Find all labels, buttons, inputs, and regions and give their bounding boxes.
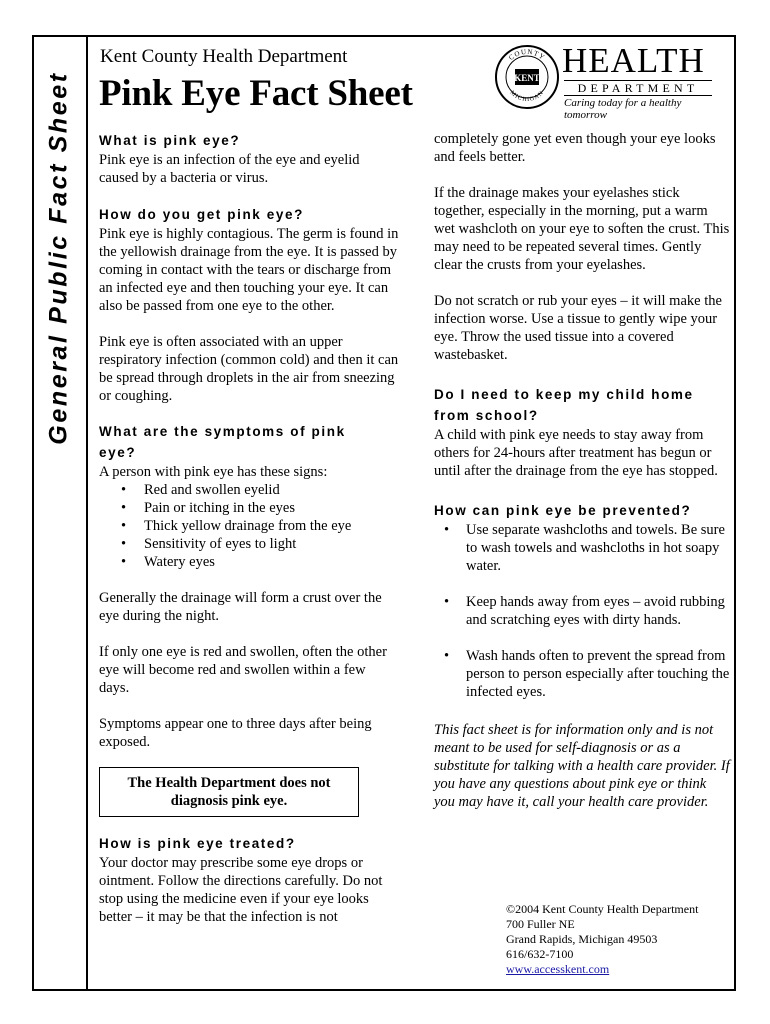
seal-bottom-text: MICHIGAN xyxy=(508,89,546,104)
phone-number: 616/632-7100 xyxy=(506,947,574,961)
list-item: • Use separate washcloths and towels. Be sure to wash towels and washcloths in hot soapy water. xyxy=(434,521,730,575)
section-heading-what: What is pink eye? xyxy=(99,133,241,148)
right-column xyxy=(434,130,730,811)
left-column xyxy=(99,130,399,926)
paragraph: If only one eye is red and swollen, often the other eye will become red and swollen within a few days. xyxy=(99,644,387,696)
sidebar-title: General Public Fact Sheet xyxy=(44,71,73,445)
logo-tagline: Caring today for a healthy tomorrow xyxy=(564,97,682,121)
paragraph: If the drainage makes your eyelashes stick together, especially in the morning, put a warm wet washcloth on your eye to soften the crust. This may need to be repeated several times. Gently clear the crusts from your eyelashes. xyxy=(434,185,730,273)
paragraph: Generally the drainage will form a crust over the eye during the night. xyxy=(99,590,382,624)
address-line: 700 Fuller NE xyxy=(506,917,575,931)
symptom-list xyxy=(99,481,399,571)
list-item: • Red and swollen eyelid xyxy=(99,481,399,499)
callout-box: The Health Department does not diagnosis pink eye. xyxy=(99,767,359,817)
logo-wordmark: HEALTH xyxy=(562,41,705,80)
list-item: • Pain or itching in the eyes xyxy=(99,499,399,517)
paragraph: Pink eye is often associated with an upper respiratory infection (common cold) and then it can be spread through droplets in the air from sneezing or coughing. xyxy=(99,334,399,404)
section-heading-school: Do I need to keep my child home from school? xyxy=(434,387,694,423)
page-title: Pink Eye Fact Sheet xyxy=(99,73,413,114)
list-item: • Wash hands often to prevent the spread from person to person especially after touching the infected eyes. xyxy=(434,647,730,701)
logo-department: DEPARTMENT xyxy=(564,80,712,96)
seal-center-text: KENT xyxy=(514,73,540,83)
health-department-logo xyxy=(494,41,714,121)
paragraph: Symptoms appear one to three days after being exposed. xyxy=(99,716,372,750)
paragraph: Pink eye is an infection of the eye and eyelid caused by a bacteria or virus. xyxy=(99,152,360,186)
paragraph: completely gone yet even though your eye looks and feels better. xyxy=(434,131,716,165)
department-name: Kent County Health Department xyxy=(100,46,348,67)
address-line: Grand Rapids, Michigan 49503 xyxy=(506,932,658,946)
county-seal-icon xyxy=(494,44,560,110)
footer-contact xyxy=(506,902,698,977)
section-heading-get: How do you get pink eye? xyxy=(99,207,304,222)
prevention-list xyxy=(434,521,730,701)
list-item: • Sensitivity of eyes to light xyxy=(99,535,399,553)
disclaimer: This fact sheet is for information only and is not meant to be used for self-diagnosis or as a substitute for talking with a health care provider. If you have any questions about pink eye or think you may have it, call your health care provider. xyxy=(434,722,730,810)
paragraph: Your doctor may prescribe some eye drops or ointment. Follow the directions carefully. Do not stop using the medicine even if your eye looks better – it may be that the infection is not xyxy=(99,855,383,925)
paragraph: Pink eye is highly contagious. The germ is found in the yellowish drainage from the eye. It is passed by coming in contact with the tears or discharge from an infected eye and then touching your eye. It can also be passed from one eye to the other. xyxy=(99,226,399,314)
website-link[interactable]: www.accesskent.com xyxy=(506,962,610,976)
list-item: • Thick yellow drainage from the eye xyxy=(99,517,399,535)
copyright: ©2004 Kent County Health Department xyxy=(506,902,699,916)
sidebar-divider xyxy=(86,35,88,991)
section-heading-symptoms: What are the symptoms of pink eye? xyxy=(99,424,346,460)
list-item: • Keep hands away from eyes – avoid rubbing and scratching eyes with dirty hands. xyxy=(434,593,730,629)
paragraph: Do not scratch or rub your eyes – it will make the infection worse. Use a tissue to gently wipe your eye. Throw the used tissue into a covered wastebasket. xyxy=(434,293,722,363)
paragraph: A person with pink eye has these signs: xyxy=(99,464,328,480)
section-heading-prevent: How can pink eye be prevented? xyxy=(434,503,692,518)
paragraph: A child with pink eye needs to stay away from others for 24-hours after treatment has begun or until after the drainage from the eye has stopped. xyxy=(434,427,718,479)
list-item: • Watery eyes xyxy=(99,553,399,571)
seal-top-text: COUNTY xyxy=(507,47,547,62)
section-heading-treated: How is pink eye treated? xyxy=(99,836,296,851)
